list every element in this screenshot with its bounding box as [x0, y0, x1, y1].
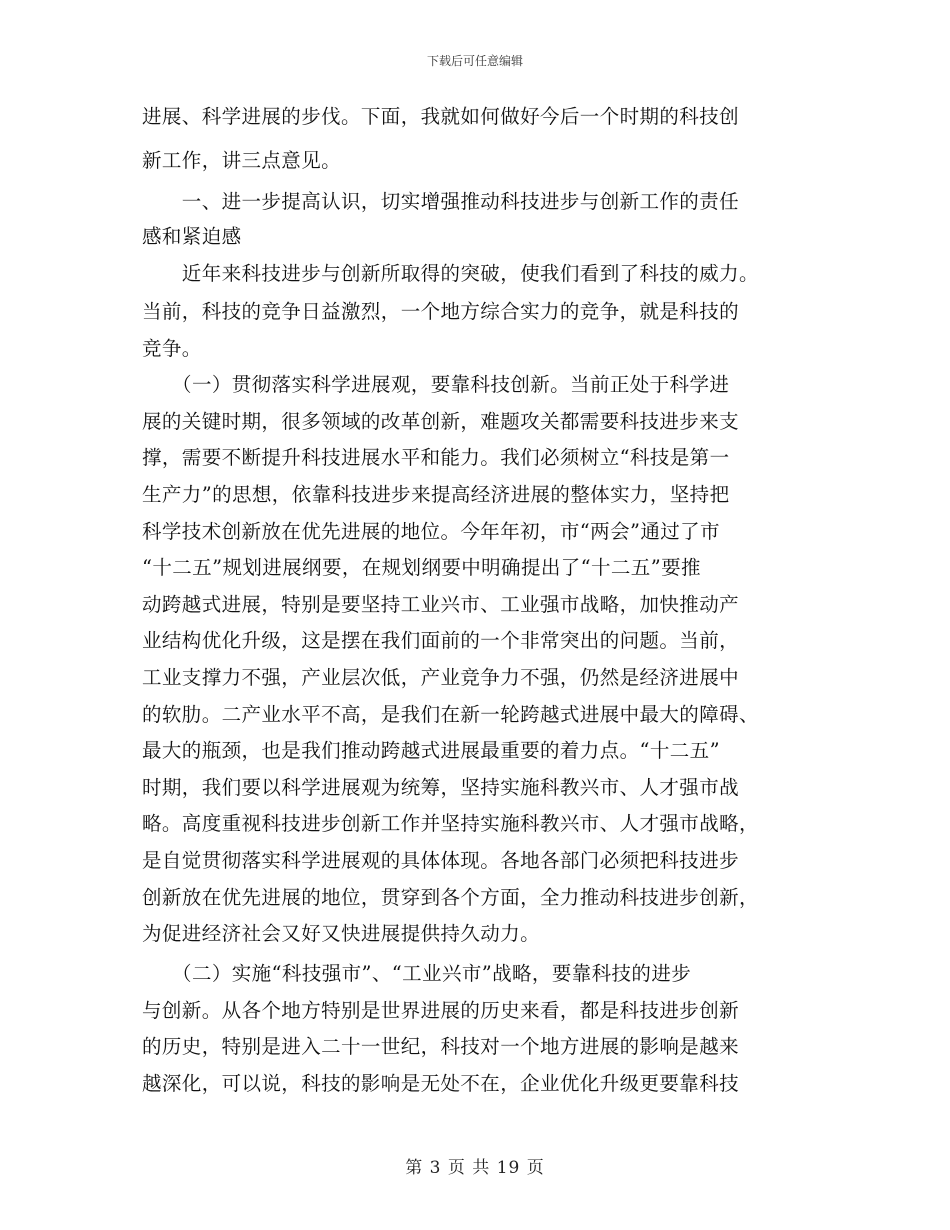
text-line: （一）贯彻落实科学进展观，要靠科技创新。当前正处于科学进: [142, 373, 730, 396]
text-line: 越深化，可以说，科技的影响是无处不在，企业优化升级更要靠科技: [142, 1072, 740, 1095]
text-line: 展的关键时期，很多领域的改革创新，难题攻关都需要科技进步来支: [142, 410, 740, 433]
text-line: 生产力”的思想，依靠科技进步来提高经济进展的整体实力，坚持把: [142, 483, 730, 506]
text-line: “十二五”规划进展纲要，在规划纲要中明确提出了“十二五”要推: [142, 556, 701, 579]
text-line: （二）实施“科技强市”、“工业兴市”战略，要靠科技的进步: [142, 962, 692, 985]
text-line: 一、进一步提高认识，切实增强推动科技进步与创新工作的责任: [142, 190, 740, 213]
text-line: 的历史，特别是进入二十一世纪，科技对一个地方进展的影响是越来: [142, 1035, 740, 1058]
text-line: 进展、科学进展的步伐。下面，我就如何做好今后一个时期的科技创: [142, 105, 740, 128]
text-line: 新工作，讲三点意见。: [142, 149, 342, 172]
page-header: 下载后可任意编辑: [426, 54, 523, 68]
text-line: 略。高度重视科技进步创新工作并坚持实施科教兴市、人才强市战略，: [142, 812, 759, 835]
text-line: 时期，我们要以科学进展观为统筹，坚持实施科教兴市、人才强市战: [142, 776, 740, 799]
text-line: 是自觉贯彻落实科学进展观的具体体现。各地各部门必须把科技进步: [142, 849, 740, 872]
text-line: 科学技术创新放在优先进展的地位。今年年初，市“两会”通过了市: [142, 520, 720, 543]
text-line: 最大的瓶颈，也是我们推动跨越式进展最重要的着力点。“十二五”: [142, 739, 720, 762]
text-line: 创新放在优先进展的地位，贯穿到各个方面，全力推动科技进步创新，: [142, 886, 759, 909]
text-line: 为促进经济社会又好又快进展提供持久动力。: [142, 922, 541, 945]
text-line: 与创新。从各个地方特别是世界进展的历史来看，都是科技进步创新: [142, 999, 740, 1022]
text-line: 的软肋。二产业水平不高，是我们在新一轮跨越式进展中最大的障碍、: [142, 703, 759, 726]
text-line: 撑，需要不断提升科技进展水平和能力。我们必须树立“科技是第一: [142, 446, 730, 469]
text-line: 业结构优化升级，这是摆在我们面前的一个非常突出的问题。当前，: [142, 629, 740, 652]
text-line: 当前，科技的竞争日益激烈，一个地方综合实力的竞争，就是科技的: [142, 300, 740, 323]
text-line: 动跨越式进展，特别是要坚持工业兴市、工业强市战略，加快推动产: [142, 593, 740, 616]
text-line: 感和紧迫感: [142, 225, 242, 248]
text-line: 竞争。: [142, 337, 202, 360]
text-line: 近年来科技进步与创新所取得的突破，使我们看到了科技的威力。: [142, 262, 759, 285]
page-number: 第 3 页 共 19 页: [405, 1158, 545, 1178]
text-line: 工业支撑力不强，产业层次低，产业竞争力不强，仍然是经济进展中: [142, 666, 740, 689]
